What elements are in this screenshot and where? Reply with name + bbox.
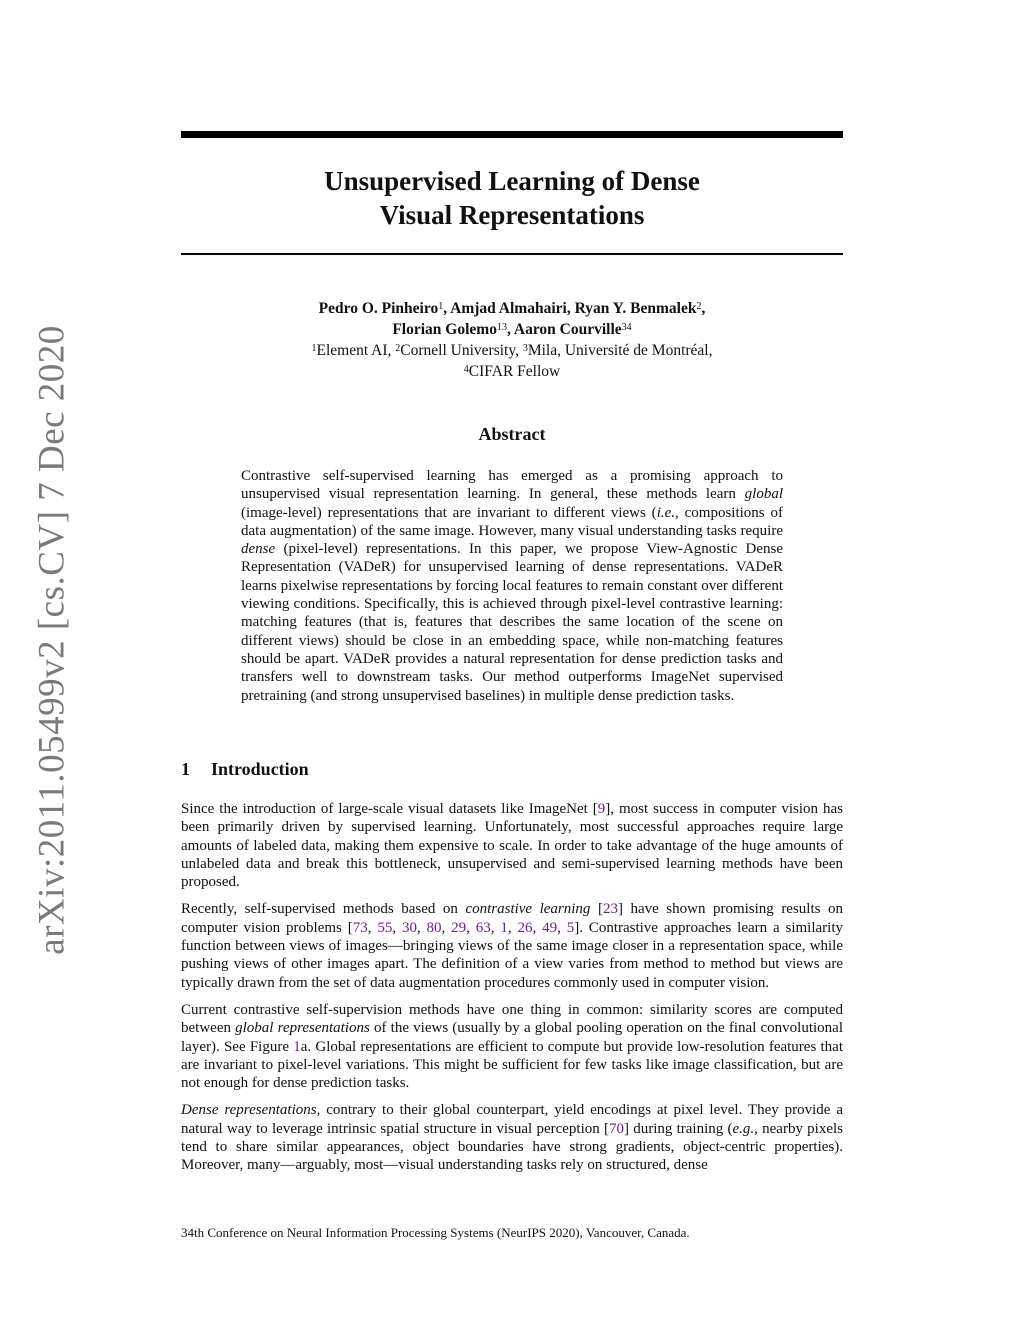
- author-name: Florian Golemo: [392, 321, 497, 338]
- affiliation-mark: 3: [522, 343, 528, 354]
- citation-link[interactable]: 55: [377, 919, 393, 936]
- author-name: Aaron Courville: [513, 321, 622, 338]
- author-name: Ryan Y. Benmalek: [574, 300, 697, 317]
- citation-link[interactable]: 70: [608, 1120, 624, 1137]
- abstract-run: (pixel-level) representations. In this paper, we propose View-Agnostic Dense Representation (VADeR) for unsupervised learning of dense representations. VADeR learns pixelwise representations by forcing local features to remain constant over different viewing conditions. Specifically, this is achieved through pixel-level contrastive learning: matching features (that is, features that describes the same location of the scene on different views) should be close in an embedding space, while non-matching features should be apart. VADeR provides a natural representation for dense prediction tasks and transfers well to downstream tasks. Our method outperforms ImageNet supervised pretraining (and strong unsupervised baselines) in multiple dense prediction tasks.: [241, 541, 783, 704]
- author-affiliation-mark: 34: [621, 322, 632, 333]
- citation-link[interactable]: 29: [451, 919, 467, 936]
- author-separator: ,: [506, 321, 514, 338]
- text-run: [: [590, 901, 603, 918]
- emphasis: e.g.: [732, 1120, 755, 1137]
- text-run: Recently, self-supervised methods based on: [181, 901, 466, 918]
- citation-link[interactable]: 1: [500, 919, 508, 936]
- title-line-1: Unsupervised Learning of Dense: [324, 166, 700, 196]
- citation-link[interactable]: 63: [475, 919, 491, 936]
- author-affiliation-mark: 13: [496, 322, 507, 333]
- paragraph-3: [181, 1001, 843, 1092]
- author-separator: ,: [701, 300, 706, 317]
- citation-link[interactable]: 30: [401, 919, 417, 936]
- author-block: [181, 298, 843, 382]
- citation-link[interactable]: 73: [352, 919, 368, 936]
- citation-link[interactable]: 9: [597, 801, 606, 817]
- author-name: Amjad Almahairi: [450, 300, 567, 317]
- citation-separator: ,: [466, 919, 476, 936]
- affiliation-mark: 2: [395, 343, 401, 354]
- text-run: a. Global representations are efficient to compute but provide low-resolution features that are invariant to pixel-level variations. This might be sufficient for few tasks like image classification, but are not enough for dense prediction tasks.: [181, 1038, 844, 1092]
- author-affiliation-mark: 2: [696, 301, 702, 312]
- citation-separator: ,: [557, 919, 567, 936]
- affiliation-text: Cornell University,: [400, 342, 523, 359]
- affiliation-line-2: [181, 361, 843, 382]
- arxiv-identifier: arXiv:2011.05499v2 [cs.CV] 7 Dec 2020: [31, 325, 73, 955]
- paragraph-4: [181, 1101, 843, 1174]
- citation-separator: ,: [416, 919, 427, 936]
- title-line-2: Visual Representations: [379, 200, 645, 230]
- citation-separator: ,: [441, 919, 452, 936]
- section-number: 1: [181, 759, 190, 779]
- author-line-1: [181, 298, 843, 319]
- citation-list: [353, 920, 574, 936]
- author-separator: ,: [566, 300, 575, 317]
- text-run: Current contrastive self-supervision methods have one thing in common: similarity scores are computed between: [181, 1001, 843, 1037]
- author-name: Pedro O. Pinheiro: [318, 300, 439, 317]
- section-title: Introduction: [211, 759, 309, 779]
- affiliation-text: Mila, Université de Montréal,: [527, 342, 713, 359]
- affiliation-text: CIFAR Fellow: [468, 363, 561, 380]
- conference-footnote: 34th Conference on Neural Information Processing Systems (NeurIPS 2020), Vancouver, Canada.: [181, 1225, 690, 1240]
- paper-title: [181, 164, 843, 232]
- affiliation-line-1: [181, 340, 843, 361]
- title-bottom-rule: [181, 253, 843, 255]
- text-run: Since the introduction of large-scale visual datasets like ImageNet [: [181, 801, 598, 817]
- affiliation-text: Element AI,: [316, 342, 396, 359]
- abstract-run: Contrastive self-supervised learning has emerged as a promising approach to unsupervised visual representation learning. In general, these methods learn: [241, 468, 783, 503]
- text-run: ]. Contrastive approaches learn a similarity function between views of images—bringing views of the same image closer in a representation space, while pushing views of other images apart. The definition of a view varies from method to method but views are typically drawn from the set of data augmentation procedures commonly used in computer vision.: [181, 919, 843, 991]
- author-separator: ,: [443, 300, 451, 317]
- citation-separator: ,: [507, 919, 518, 936]
- figure-link[interactable]: 1: [293, 1038, 301, 1055]
- citation-separator: ,: [532, 919, 543, 936]
- emphasis: global representations: [235, 1020, 370, 1037]
- abstract-text: [241, 467, 783, 705]
- abstract-emphasis: dense: [241, 541, 276, 558]
- title-top-rule: [181, 131, 843, 138]
- citation-separator: ,: [367, 919, 378, 936]
- affiliation-mark: 4: [463, 364, 469, 375]
- text-run: , contrary to their global counterpart, yield encodings at pixel level. They provide a natural way to leverage intrinsic spatial structure in visual perception [: [181, 1102, 843, 1137]
- abstract-run: , compositions of data augmentation) of the same image. However, many visual understanding tasks require: [241, 504, 784, 539]
- text-run: ] during training (: [623, 1120, 733, 1137]
- author-affiliation-mark: 1: [438, 301, 444, 312]
- author-line-2: [181, 319, 843, 340]
- citation-link[interactable]: 26: [517, 919, 533, 936]
- paragraph-2: [181, 900, 843, 991]
- citation-link[interactable]: 5: [566, 919, 575, 936]
- abstract-emphasis: i.e.: [656, 504, 676, 521]
- introduction-body: [181, 800, 843, 1184]
- citation-link[interactable]: 23: [602, 901, 618, 918]
- emphasis: Dense representations: [181, 1102, 317, 1119]
- text-run: ] have shown promising results on computer vision problems [: [181, 901, 843, 936]
- text-run: of the views (usually by a global pooling operation on the final convolutional layer). See Figure: [181, 1020, 844, 1055]
- citation-separator: ,: [392, 919, 402, 936]
- text-run: ], most success in computer vision has been primarily driven by supervised learning. Unfortunately, most successful approaches require large amounts of labeled data, making them expensive to scale. In order to take advantage of the huge amounts of unlabeled data and break this bottleneck, unsupervised and semi-supervised learning methods have been proposed.: [181, 801, 843, 891]
- text-run: , nearby pixels tend to share similar appearances, object boundaries have strong gradients, object-centric properties). Moreover, many—arguably, most—visual understanding tasks rely on structured, dense: [181, 1120, 844, 1174]
- abstract-heading: Abstract: [478, 424, 546, 444]
- emphasis: contrastive learning: [465, 901, 591, 918]
- citation-link[interactable]: 80: [426, 919, 442, 936]
- paragraph-1: [181, 800, 843, 891]
- citation-link[interactable]: 49: [542, 919, 558, 936]
- section-heading-introduction: [181, 759, 309, 780]
- citation-separator: ,: [490, 919, 501, 936]
- abstract-run: (image-level) representations that are invariant to different views (: [241, 504, 657, 521]
- abstract-emphasis: global: [744, 486, 783, 503]
- affiliation-mark: 1: [311, 343, 317, 354]
